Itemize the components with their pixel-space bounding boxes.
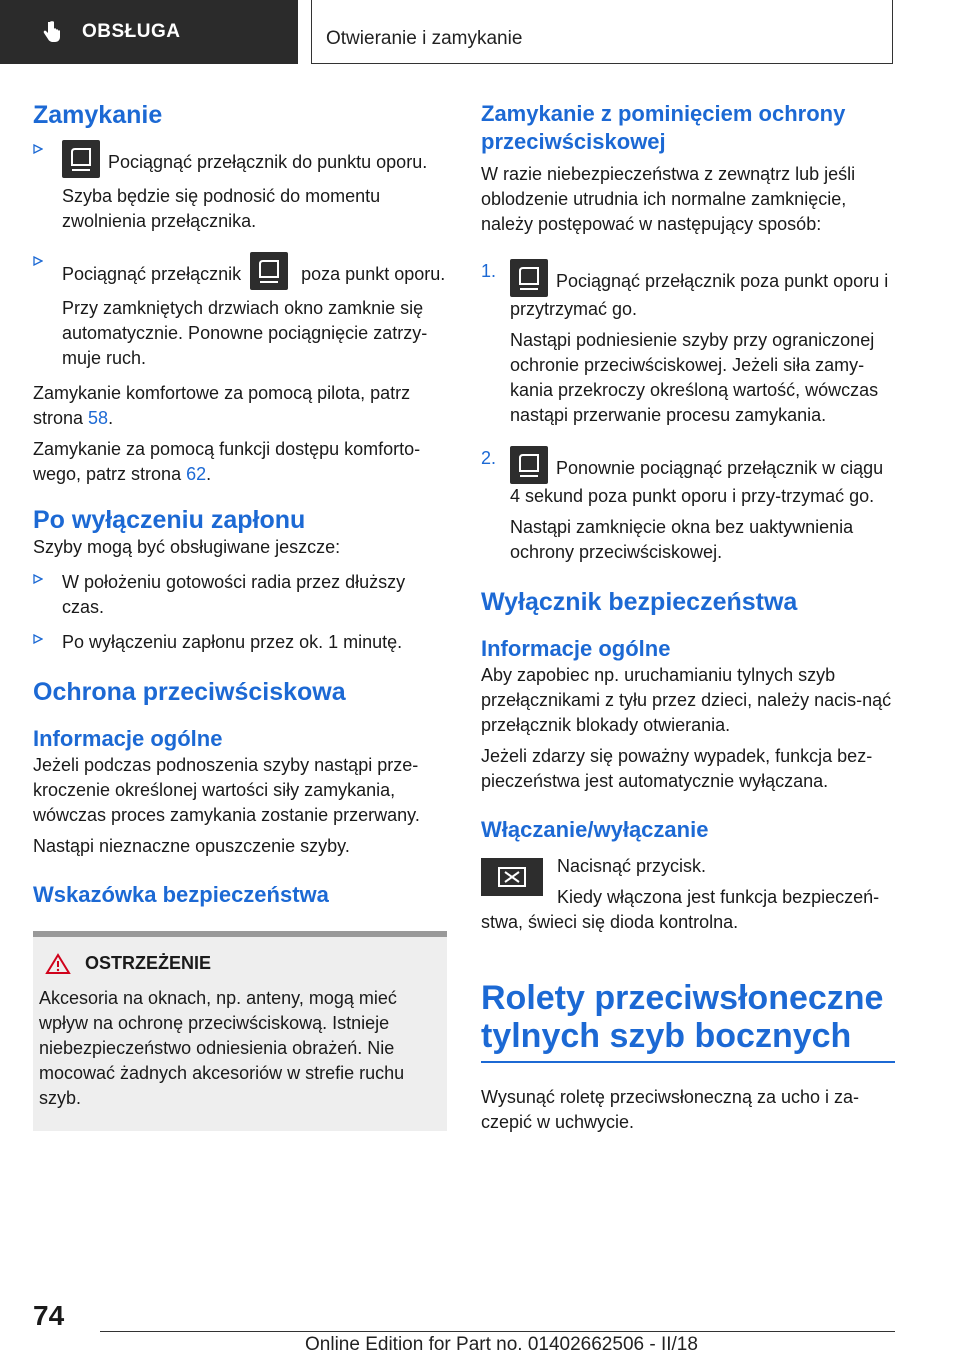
heading-zamykanie: Zamykanie	[33, 101, 163, 129]
triangle-bullet-icon	[33, 634, 43, 644]
page-header	[0, 0, 960, 66]
section-tab	[0, 0, 298, 64]
heading-po-wylaczeniu: Po wyłączeniu zapłonu	[33, 506, 306, 534]
warning-box	[33, 931, 447, 1131]
paragraph-text: Zamykanie komfortowe za pomocą pilota, patrz strona	[33, 383, 411, 428]
list-item	[33, 570, 447, 620]
warning-triangle-icon	[45, 953, 71, 975]
bullet-text: Pociągnąć przełącznik do punktu oporu.	[108, 152, 428, 172]
right-column	[481, 100, 895, 1135]
list-item	[33, 630, 447, 655]
heading-pominiecie: Zamykanie z pominięciem ochrony przeciwściskowej	[481, 101, 846, 154]
heading-ochrona: Ochrona przeciwściskowa	[33, 678, 346, 706]
window-switch-icon	[510, 259, 548, 297]
section-label: OBSŁUGA	[82, 21, 181, 42]
window-switch-icon	[250, 252, 288, 290]
triangle-bullet-icon	[33, 144, 43, 154]
left-column	[33, 100, 447, 1131]
heading-wylacznik: Wyłącznik bezpieczeństwa	[481, 588, 798, 616]
paragraph: Aby zapobiec np. uruchamianiu tylnych szyb przełącznikami z tyłu przez dzieci, należy nacis-nąć przełącznik blokady otwierania.	[481, 665, 892, 735]
warning-title: OSTRZEŻENIE	[85, 953, 212, 973]
page-number: 74	[33, 1300, 65, 1331]
list-item	[33, 252, 447, 290]
bullet-subtext: Przy zamkniętych drzwiach okno zamknie się automatycznie. Ponowne pociągnięcie zatrzy-muje ruch.	[62, 298, 428, 368]
paragraph: Szyby mogą być obsługiwane jeszcze:	[33, 537, 341, 557]
lock-switch-block	[481, 854, 895, 935]
warning-header	[39, 951, 437, 976]
triangle-bullet-icon	[33, 574, 43, 584]
warning-text: Akcesoria na oknach, np. anteny, mogą mieć wpływ na ochronę przeciwściskową. Istnieje niebezpieczeństwo odniesienia obrażeń. Nie mocować żadnych akcesoriów w strefie ruchu szyb.	[39, 988, 405, 1108]
paragraph: Nastąpi nieznaczne opuszczenie szyby.	[33, 836, 350, 856]
bullet-text: Po wyłączeniu zapłonu przez ok. 1 minutę.	[62, 632, 403, 652]
heading-informacje-2: Informacje ogólne	[481, 636, 671, 661]
step-text: Pociągnąć przełącznik poza punkt oporu i przytrzymać go.	[510, 271, 889, 319]
window-lock-button-icon	[481, 858, 543, 896]
heading-wskazowka: Wskazówka bezpieczeństwa	[33, 882, 329, 907]
footer-edition: Online Edition for Part no. 01402662506 - II/18	[305, 1334, 698, 1355]
paragraph: Nacisnąć przycisk.	[557, 856, 707, 876]
paragraph: Kiedy włączona jest funkcja bezpieczeń-stwa, świeci się dioda kontrolna.	[481, 887, 880, 932]
bullet-text-cont: poza punkt oporu.	[301, 264, 446, 284]
page-link[interactable]: 62	[186, 464, 207, 484]
heading-informacje: Informacje ogólne	[33, 726, 223, 751]
bullet-text: Pociągnąć przełącznik	[62, 264, 242, 284]
footer-rule	[100, 1331, 895, 1332]
paragraph: Wysunąć roletę przeciwsłoneczną za ucho i za-czepić w uchwycie.	[481, 1087, 860, 1132]
bullet-text: W położeniu gotowości radia przez dłuższy czas.	[62, 572, 406, 617]
bullet-subtext: Szyba będzie się podnosić do momentu zwolnienia przełącznika.	[62, 186, 381, 231]
paragraph: Jeżeli podczas podnoszenia szyby nastąpi prze-kroczenie określonej wartości siły zamykania, wówczas proces zamykania zostanie przerwany.	[33, 755, 420, 825]
step-text: Ponownie pociągnąć przełącznik w ciągu 4 sekund poza punkt oporu i przy-trzymać go.	[510, 458, 884, 506]
paragraph: Zamykanie za pomocą funkcji dostępu komforto-wego, patrz strona 62.	[33, 439, 421, 484]
list-item	[33, 140, 447, 178]
chapter-title: Otwieranie i zamykanie	[311, 0, 893, 64]
paragraph: Jeżeli zdarzy się poważny wypadek, funkcja bez-pieczeństwa jest automatycznie wyłączana.	[481, 746, 873, 791]
window-switch-icon	[62, 140, 100, 178]
paragraph-text: Zamykanie za pomocą funkcji dostępu komforto-wego, patrz strona	[33, 439, 421, 484]
step-subtext: Nastąpi zamknięcie okna bez uaktywnienia ochrony przeciwściskowej.	[510, 517, 854, 562]
heading-wlaczanie: Włączanie/wyłączanie	[481, 817, 709, 842]
paragraph: Zamykanie komfortowe za pomocą pilota, patrz strona 58.	[33, 383, 411, 428]
step-number: 1.	[481, 261, 497, 281]
hand-pointer-icon	[40, 20, 64, 44]
numbered-step	[481, 259, 895, 322]
window-switch-icon	[510, 446, 548, 484]
paragraph: W razie niebezpieczeństwa z zewnątrz lub jeśli oblodzenie utrudnia ich normalne zamknięcie, należy postępować w następujący sposób:	[481, 164, 856, 234]
heading-rolety: Rolety przeciwsłoneczne tylnych szyb bocznych	[481, 979, 884, 1055]
numbered-step	[481, 446, 895, 509]
page-link[interactable]: 58	[88, 408, 109, 428]
step-subtext: Nastąpi podniesienie szyby przy ograniczonej ochronie przeciwściskowej. Jeżeli siła zamy-kania przekroczy określoną wartość, wówczas nastąpi przerwanie procesu zamykania.	[510, 330, 879, 425]
step-number: 2.	[481, 448, 497, 468]
triangle-bullet-icon	[33, 256, 43, 266]
